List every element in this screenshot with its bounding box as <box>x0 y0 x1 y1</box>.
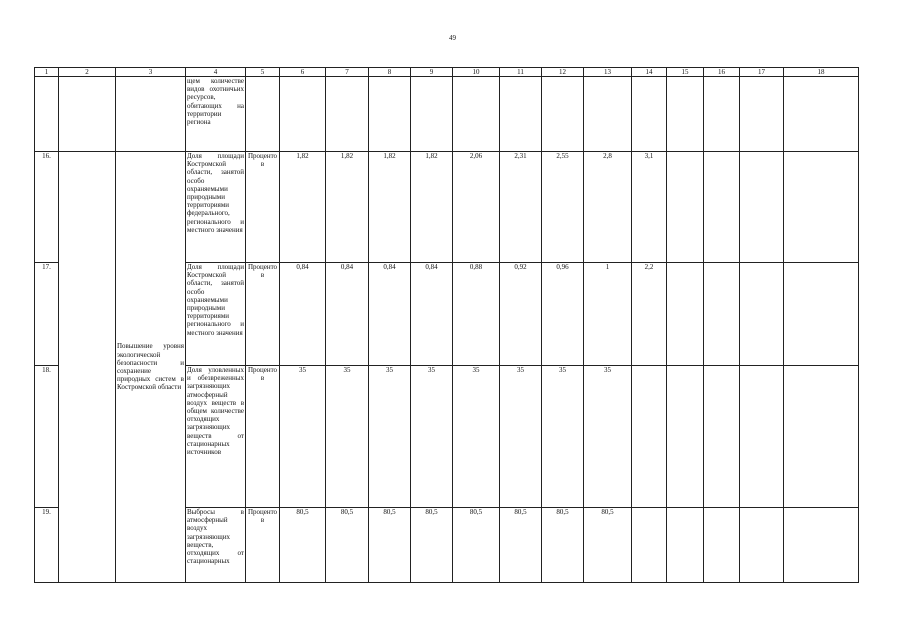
unit-cell: Процентов <box>246 508 280 583</box>
empty-cell <box>667 263 704 366</box>
empty-cell <box>784 263 859 366</box>
table-row <box>35 152 859 263</box>
empty-cell <box>784 366 859 508</box>
unit-cell: Процентов <box>246 263 280 366</box>
indicator-cell: Выбросы в атмосферный воздух загрязняющих веществ, отходящих от стационарных <box>186 508 246 583</box>
value-cell <box>411 77 453 152</box>
value-cell <box>280 77 326 152</box>
empty-cell <box>704 366 740 508</box>
row-number <box>35 77 59 152</box>
value-cell: 35 <box>500 366 542 508</box>
column-header: 18 <box>784 68 859 77</box>
empty-cell <box>59 77 116 152</box>
value-cell: 35 <box>326 366 369 508</box>
empty-cell <box>704 77 740 152</box>
empty-cell <box>667 152 704 263</box>
value-cell: 2,2 <box>632 263 667 366</box>
value-cell: 1,82 <box>326 152 369 263</box>
indicator-cell: Доля уловленных и обезвреженных загрязняющих атмосферный воздух веществ в общем количестве отходящих загрязняющих веществ от стационарных источников <box>186 366 246 508</box>
empty-cell <box>740 263 784 366</box>
empty-cell <box>784 152 859 263</box>
column-header: 2 <box>59 68 116 77</box>
value-cell: 0,84 <box>280 263 326 366</box>
value-cell <box>542 77 584 152</box>
value-cell: 2,8 <box>584 152 632 263</box>
column-header: 14 <box>632 68 667 77</box>
row-number: 17. <box>35 263 59 366</box>
column-header: 17 <box>740 68 784 77</box>
empty-cell <box>740 366 784 508</box>
value-cell: 35 <box>453 366 500 508</box>
empty-cell <box>740 152 784 263</box>
empty-cell <box>704 152 740 263</box>
empty-cell <box>740 77 784 152</box>
value-cell: 35 <box>542 366 584 508</box>
column-header: 12 <box>542 68 584 77</box>
value-cell <box>500 77 542 152</box>
row-number: 18. <box>35 366 59 508</box>
row-number: 19. <box>35 508 59 583</box>
value-cell: 1,82 <box>369 152 411 263</box>
unit-cell: Процентов <box>246 366 280 508</box>
column-header: 7 <box>326 68 369 77</box>
value-cell: 0,96 <box>542 263 584 366</box>
column-header: 10 <box>453 68 500 77</box>
column-number-row <box>35 68 859 77</box>
value-cell: 80,5 <box>500 508 542 583</box>
column-header: 11 <box>500 68 542 77</box>
empty-cell <box>784 77 859 152</box>
value-cell: 80,5 <box>584 508 632 583</box>
value-cell: 35 <box>411 366 453 508</box>
value-cell: 80,5 <box>411 508 453 583</box>
value-cell: 80,5 <box>326 508 369 583</box>
value-cell <box>632 77 667 152</box>
value-cell: 80,5 <box>280 508 326 583</box>
column-header: 16 <box>704 68 740 77</box>
column-header: 5 <box>246 68 280 77</box>
value-cell <box>632 508 667 583</box>
row-number: 16. <box>35 152 59 263</box>
indicator-cell: Доля площади Костромской области, занятой особо охраняемыми природными территориями федерального, регионального и местного значения <box>186 152 246 263</box>
value-cell <box>584 77 632 152</box>
column-header: 4 <box>186 68 246 77</box>
value-cell: 1 <box>584 263 632 366</box>
value-cell <box>632 366 667 508</box>
value-cell: 2,31 <box>500 152 542 263</box>
value-cell <box>369 77 411 152</box>
page-number: 49 <box>449 34 456 42</box>
column-header: 13 <box>584 68 632 77</box>
column-header: 15 <box>667 68 704 77</box>
value-cell: 35 <box>584 366 632 508</box>
value-cell: 80,5 <box>369 508 411 583</box>
value-cell <box>453 77 500 152</box>
value-cell: 2,06 <box>453 152 500 263</box>
goal-cell: Повышение уровня экологической безопасности и сохранение природных систем в Костромской области <box>116 152 186 583</box>
empty-cell <box>784 508 859 583</box>
value-cell: 80,5 <box>542 508 584 583</box>
value-cell: 35 <box>280 366 326 508</box>
value-cell: 80,5 <box>453 508 500 583</box>
column-header: 8 <box>369 68 411 77</box>
empty-cell <box>116 77 186 152</box>
value-cell: 2,55 <box>542 152 584 263</box>
table-row <box>35 77 859 152</box>
column-header: 9 <box>411 68 453 77</box>
unit-cell <box>246 77 280 152</box>
empty-cell <box>667 77 704 152</box>
empty-cell <box>667 366 704 508</box>
column-header: 6 <box>280 68 326 77</box>
indicator-cell: щем количестве видов охотничьих ресурсов, обитающих на территории региона <box>186 77 246 152</box>
empty-cell <box>59 152 116 583</box>
value-cell: 0,84 <box>411 263 453 366</box>
empty-cell <box>704 263 740 366</box>
value-cell: 35 <box>369 366 411 508</box>
value-cell: 1,82 <box>411 152 453 263</box>
column-header: 3 <box>116 68 186 77</box>
value-cell: 0,88 <box>453 263 500 366</box>
unit-cell: Процентов <box>246 152 280 263</box>
column-header: 1 <box>35 68 59 77</box>
value-cell: 0,84 <box>326 263 369 366</box>
value-cell: 0,92 <box>500 263 542 366</box>
empty-cell <box>667 508 704 583</box>
indicators-table <box>34 67 859 583</box>
value-cell <box>326 77 369 152</box>
indicator-cell: Доля площади Костромской области, занятой особо охраняемыми природными территориями регионального и местного значения <box>186 263 246 366</box>
empty-cell <box>740 508 784 583</box>
value-cell: 3,1 <box>632 152 667 263</box>
value-cell: 1,82 <box>280 152 326 263</box>
value-cell: 0,84 <box>369 263 411 366</box>
empty-cell <box>704 508 740 583</box>
